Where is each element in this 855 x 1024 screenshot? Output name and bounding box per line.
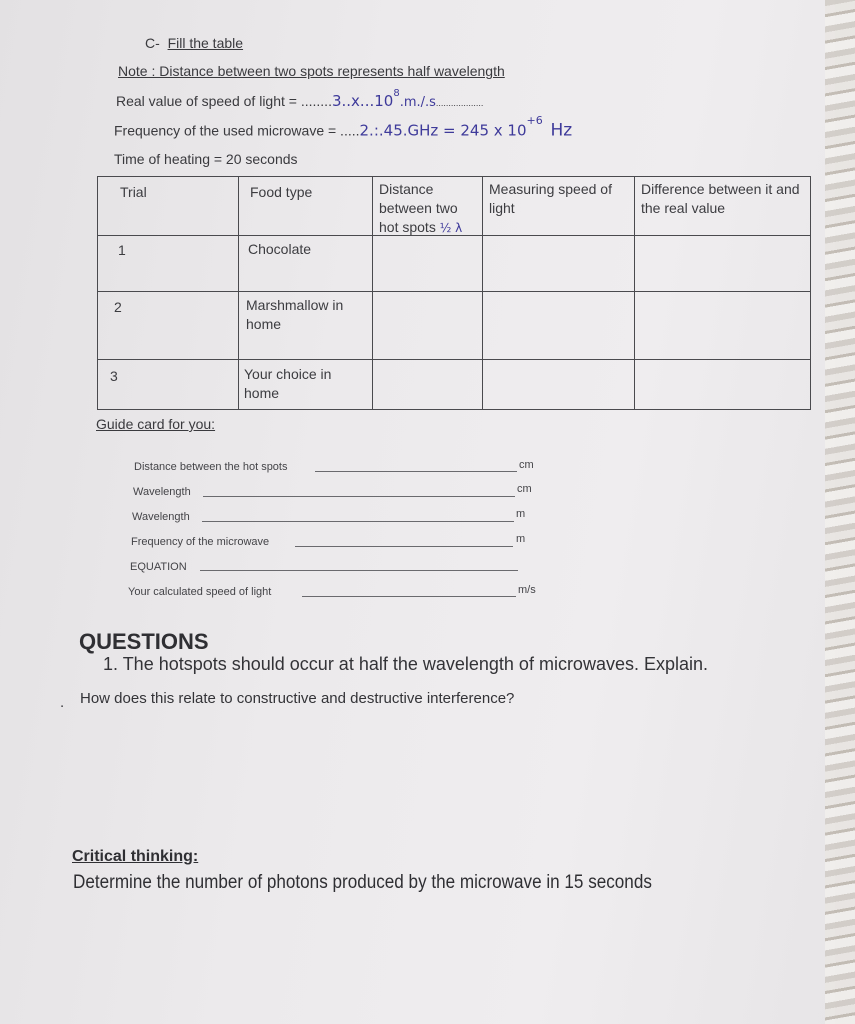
- guide-blank-line: [302, 596, 516, 597]
- guide-line-unit: cm: [519, 459, 534, 471]
- time-of-heating: Time of heating = 20 seconds: [114, 151, 298, 167]
- table-col-divider: [238, 177, 239, 409]
- table-col-divider: [482, 177, 483, 409]
- section-heading: [145, 35, 243, 51]
- guide-blank-line: [295, 546, 513, 547]
- guide-blank-line: [202, 521, 514, 522]
- frequency-label: Frequency of the used microwave = .....: [114, 122, 360, 139]
- header-difference: Difference between it and the real value: [641, 181, 800, 216]
- results-table: [97, 176, 811, 410]
- section-prefix: C-: [145, 35, 160, 51]
- guide-line-label: Distance between the hot spots: [134, 461, 288, 473]
- critical-thinking-question: Determine the number of photons produced by the microwave in 15 seconds: [73, 872, 652, 893]
- table-row-divider: [98, 291, 810, 292]
- header-measured-speed: Measuring speed of light: [489, 181, 612, 216]
- guide-line-label: Frequency of the microwave: [131, 536, 270, 548]
- row-3-food: Your choice in home: [244, 366, 332, 401]
- section-title: Fill the table: [167, 35, 244, 51]
- speed-of-light-line: [116, 88, 484, 110]
- guide-line-label: EQUATION: [130, 561, 187, 573]
- frequency-line: [114, 114, 573, 141]
- question-1: 1. The hotspots should occur at half the wavelength of microwaves. Explain.: [103, 654, 709, 674]
- row-1-food: Chocolate: [248, 241, 312, 257]
- table-row-divider: [98, 359, 810, 360]
- note-text: Note : Distance between two spots represents half wavelength: [118, 63, 505, 79]
- speed-dots: ...................: [435, 98, 484, 108]
- table-col-divider: [372, 177, 373, 409]
- header-half-lambda: ½ λ: [439, 221, 463, 235]
- frequency-unit: Hz: [550, 120, 573, 141]
- question-1-bullet: .: [60, 694, 65, 711]
- frequency-exponent: +6: [526, 114, 543, 127]
- row-2-trial: 2: [114, 299, 122, 315]
- question-1-followup: How does this relate to constructive and destructive interference?: [80, 690, 515, 707]
- guide-blank-line: [203, 496, 515, 497]
- header-trial: Trial: [120, 184, 147, 200]
- speed-unit: .m./.s: [399, 95, 436, 110]
- guide-card-title: Guide card for you:: [96, 416, 216, 432]
- guide-blank-line: [200, 570, 518, 571]
- guide-line-unit: m/s: [518, 584, 536, 596]
- row-3-trial: 3: [110, 368, 118, 384]
- speed-label: Real value of speed of light = ........: [116, 93, 332, 109]
- guide-blank-line: [315, 471, 517, 472]
- speed-handwritten-value: 3..x...10: [331, 92, 394, 110]
- guide-line-unit: m: [516, 533, 526, 545]
- speed-exponent: 8: [393, 88, 400, 100]
- header-distance: [379, 180, 479, 238]
- paper-stack-edge: [825, 0, 855, 1024]
- guide-line-label: Your calculated speed of light: [128, 586, 272, 598]
- header-distance-text: Distance between two hot spots: [379, 181, 458, 235]
- guide-line-unit: m: [516, 508, 526, 520]
- questions-title: QUESTIONS: [79, 629, 209, 654]
- guide-line-label: Wavelength: [132, 511, 190, 523]
- frequency-handwritten-value: 2.:.45.GHz = 245 x 10: [359, 121, 527, 140]
- guide-line-label: Wavelength: [133, 486, 191, 498]
- critical-thinking-title: Critical thinking:: [72, 848, 199, 865]
- header-food-type: Food type: [250, 184, 313, 200]
- row-2-food: Marshmallow in home: [246, 297, 344, 332]
- row-1-trial: 1: [118, 242, 126, 258]
- guide-line-unit: cm: [517, 483, 532, 495]
- table-col-divider: [634, 177, 635, 409]
